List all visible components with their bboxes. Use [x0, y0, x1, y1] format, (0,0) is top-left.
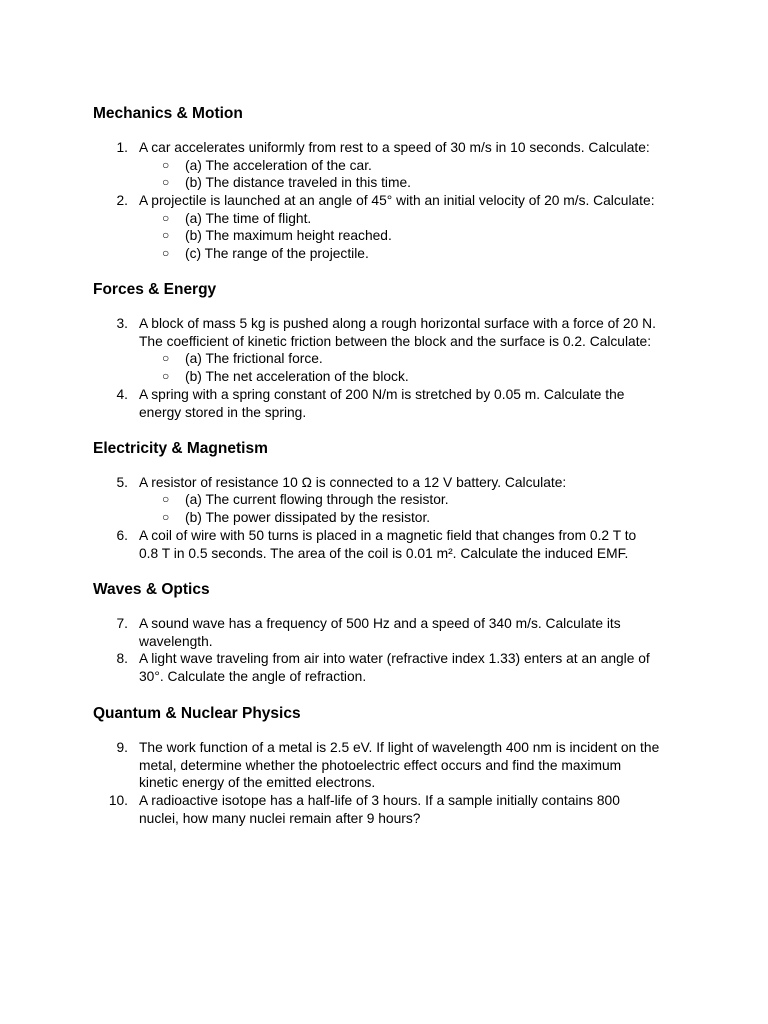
- question-line: 0.8 T in 0.5 seconds. The area of the coil is 0.01 m². Calculate the induced EMF.: [139, 545, 629, 561]
- sub-item-text: (b) The distance traveled in this time.: [185, 175, 411, 190]
- sub-item-text: (b) The power dissipated by the resistor.: [185, 510, 431, 525]
- sub-item: [0, 491, 768, 509]
- question-line: A projectile is launched at an angle of 45° with an initial velocity of 20 m/s. Calculate:: [139, 193, 655, 208]
- section-heading: Electricity & Magnetism: [93, 440, 268, 457]
- bullet-icon: ○: [162, 228, 170, 242]
- question-number: 10.: [108, 793, 128, 808]
- question-line: kinetic energy of the emitted electrons.: [139, 775, 376, 791]
- question-line: A spring with a spring constant of 200 N/m is stretched by 0.05 m. Calculate the: [139, 387, 625, 402]
- sub-item: [0, 509, 768, 527]
- question-text: [139, 527, 679, 562]
- sub-item: [0, 227, 768, 245]
- bullet-icon: ○: [162, 175, 170, 189]
- sub-item-text: (a) The frictional force.: [185, 351, 323, 366]
- question-line: wavelength.: [139, 633, 213, 649]
- sub-item: [0, 210, 768, 228]
- question-line: metal, determine whether the photoelectric effect occurs and find the maximum: [139, 757, 622, 773]
- bullet-icon: ○: [162, 351, 170, 365]
- question-text: [139, 139, 679, 157]
- bullet-icon: ○: [162, 245, 170, 260]
- question-line: A radioactive isotope has a half-life of 3 hours. If a sample initially contains 800: [139, 793, 620, 808]
- section-heading: Forces & Energy: [93, 281, 217, 298]
- sub-item-text: (b) The maximum height reached.: [185, 228, 392, 243]
- question-line: A light wave traveling from air into water (refractive index 1.33) enters at an angle of: [139, 651, 650, 666]
- question-number: 6.: [116, 528, 128, 543]
- question-line: The coefficient of kinetic friction between the block and the surface is 0.2. Calculate:: [139, 333, 652, 349]
- question-text: [139, 315, 679, 350]
- question-line: nuclei, how many nuclei remain after 9 hours?: [139, 810, 421, 826]
- question-text: [139, 192, 679, 210]
- sub-item: [0, 350, 768, 368]
- sub-item-text: (a) The acceleration of the car.: [185, 157, 372, 173]
- sub-item-text: (b) The net acceleration of the block.: [185, 369, 409, 384]
- sub-item: [0, 157, 768, 175]
- question-number: 9.: [116, 740, 128, 755]
- sub-item: [0, 245, 768, 263]
- section-heading: Mechanics & Motion: [93, 105, 243, 122]
- question-number: 1.: [116, 140, 128, 155]
- bullet-icon: ○: [162, 492, 170, 506]
- section-heading: Waves & Optics: [93, 581, 210, 598]
- sub-item-text: (a) The current flowing through the resistor.: [185, 492, 449, 507]
- question-line: energy stored in the spring.: [139, 404, 307, 420]
- question-text: [139, 739, 679, 792]
- question-line: The work function of a metal is 2.5 eV. If light of wavelength 400 nm is incident on the: [139, 740, 660, 755]
- question-line: A block of mass 5 kg is pushed along a rough horizontal surface with a force of 20 N.: [139, 316, 656, 331]
- sub-item: [0, 368, 768, 386]
- question-line: 30°. Calculate the angle of refraction.: [139, 668, 367, 684]
- question-text: [139, 474, 679, 492]
- question-line: A sound wave has a frequency of 500 Hz and a speed of 340 m/s. Calculate its: [139, 616, 621, 631]
- question-number: 3.: [116, 316, 128, 331]
- question-number: 7.: [116, 616, 128, 631]
- sub-item-text: (a) The time of flight.: [185, 210, 312, 226]
- bullet-icon: ○: [162, 157, 170, 172]
- question-line: A car accelerates uniformly from rest to a speed of 30 m/s in 10 seconds. Calculate:: [139, 140, 650, 155]
- section-heading: Quantum & Nuclear Physics: [93, 705, 301, 722]
- sub-item: [0, 174, 768, 192]
- question-text: [139, 615, 679, 650]
- question-number: 4.: [116, 387, 128, 402]
- bullet-icon: ○: [162, 369, 170, 383]
- question-text: [139, 650, 679, 685]
- question-line: A coil of wire with 50 turns is placed in a magnetic field that changes from 0.2 T to: [139, 528, 637, 543]
- question-line: A resistor of resistance 10 Ω is connected to a 12 V battery. Calculate:: [139, 475, 567, 490]
- question-text: [139, 792, 679, 827]
- bullet-icon: ○: [162, 210, 170, 225]
- sub-item-text: (c) The range of the projectile.: [185, 245, 369, 261]
- question-number: 5.: [116, 475, 128, 490]
- bullet-icon: ○: [162, 510, 170, 524]
- question-number: 8.: [116, 651, 128, 666]
- question-text: [139, 386, 679, 421]
- question-number: 2.: [116, 193, 128, 208]
